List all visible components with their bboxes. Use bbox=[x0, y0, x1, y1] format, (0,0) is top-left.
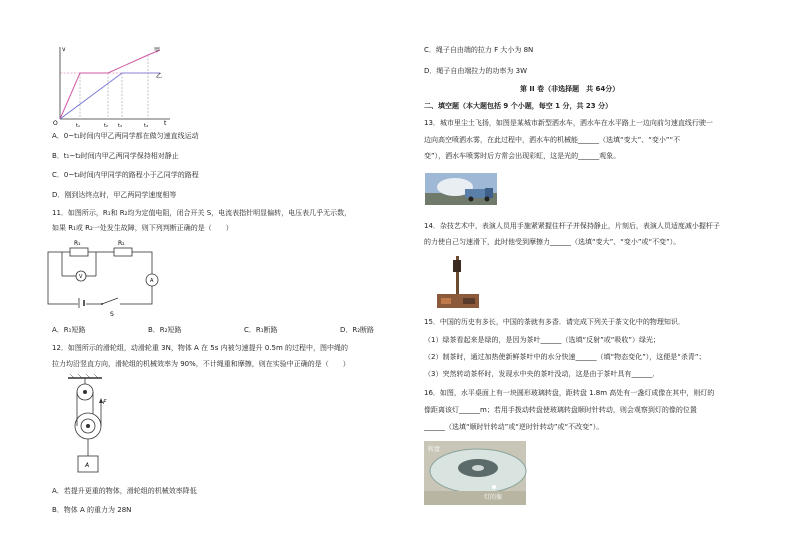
q13-line-1: 13．城市里尘土飞扬，如图是某城市新型洒水车，洒水车在水平路上一边向前匀速直线行驶一 bbox=[424, 119, 713, 127]
q13-line-3: 变”），洒水车喷雾时后方常会出现彩虹，这是光的______观象。 bbox=[424, 152, 621, 160]
q10-option-b: B．t₁~t₂时间内甲乙两同学保持相对静止 bbox=[52, 152, 179, 160]
q15-line-4: （3）突然转动茶杯时，发现水中央的茶叶没动，这是由于茶叶具有______． bbox=[424, 370, 660, 378]
graph-tick-2: t₂ bbox=[104, 123, 108, 129]
sprinkler-truck-photo bbox=[425, 173, 497, 205]
ammeter-label: A bbox=[150, 278, 154, 284]
circuit-r1-label: R₁ bbox=[74, 240, 81, 247]
graph-line-a: 甲 bbox=[154, 47, 161, 54]
q16-line-2: 像距离该灯______m；若用手拨动转盘使玻璃转盘顺时针转动，则会观察到灯的像的位置 bbox=[424, 406, 697, 414]
q12-line-1: 12．如图所示的滑轮组，动滑轮重 3N，物体 A 在 5s 内被匀速提升 0.5m 的过程中，图中绳的 bbox=[52, 344, 349, 352]
q15-line-3: （2）制茶时，通过加热使新鲜茶叶中的水分快速______（填“物态变化”），这便是“杀青”； bbox=[424, 353, 706, 361]
q11-line-2: 如果 R₁或 R₂一处发生故障，则下列判断正确的是（ ） bbox=[52, 224, 233, 232]
switch-label: S bbox=[110, 311, 114, 318]
graph-x-label: t bbox=[164, 120, 167, 127]
q11-option-a: A．R₁短路 bbox=[52, 326, 86, 334]
q12-option-d: D．绳子自由端拉力的功率为 3W bbox=[424, 67, 527, 75]
pulley-force-label: F bbox=[103, 399, 107, 406]
q10-option-d: D．刚到达终点时，甲乙两同学速度相等 bbox=[52, 191, 177, 199]
lamp-image-label: 灯的像 bbox=[484, 494, 503, 501]
q10-option-c: C．0~t₃时间内甲同学的路程小于乙同学的路程 bbox=[52, 171, 199, 179]
glass-turntable-photo bbox=[424, 441, 526, 505]
graph-tick-1: t₁ bbox=[76, 123, 80, 129]
q13-line-2: 边向高空喷洒水雾，在此过程中，洒水车的机械能______（选填“变大”、“变小”“不 bbox=[424, 136, 681, 144]
q11-option-d: D．R₂断路 bbox=[340, 326, 375, 334]
q16-line-1: 16．如图，水平桌面上有一块圆形玻璃转盘，距转盘 1.8m 高处有一盏灯成像在其中，则灯的 bbox=[424, 389, 715, 397]
voltmeter-label: V bbox=[79, 274, 83, 280]
section-title: 第 II 卷（非选择题 共 64分） bbox=[520, 85, 620, 93]
acrobat-pole-photo bbox=[437, 254, 479, 308]
q11-option-c: C．R₁断路 bbox=[244, 326, 278, 334]
q11-line-1: 11．如图所示，R₁和 R₂均为定值电阻，闭合开关 S，电流表指针明显偏转，电压表几乎无示数， bbox=[52, 209, 352, 217]
circuit-diagram bbox=[48, 236, 178, 316]
q10-option-a: A．0~t₁时间内甲乙两同学都在做匀速直线运动 bbox=[52, 132, 199, 140]
q15-line-1: 15．中国的历史有多长，中国的茶就有多香．请完成下列关于茶文化中的物理知识． bbox=[424, 318, 685, 326]
turntable-label: 转盘 bbox=[428, 446, 441, 453]
q12-line-2: 拉力均沿竖直方向，滑轮组的机械效率为 90%，不计绳重和摩擦，则在实验中正确的是（ ） bbox=[52, 360, 350, 368]
pulley-diagram bbox=[62, 374, 122, 484]
q12-option-a: A．若提升更重的物体，滑轮组的机械效率降低 bbox=[52, 487, 197, 495]
graph-line-b: 乙 bbox=[156, 73, 163, 80]
graph-tick-3: t₃ bbox=[118, 123, 122, 129]
q12-option-b: B．物体 A 的重力为 28N bbox=[52, 506, 132, 514]
q16-line-3: ______（选填“顺时针转动”或“逆时针转动”或“不改变”）。 bbox=[424, 423, 604, 431]
circuit-r2-label: R₂ bbox=[118, 240, 125, 247]
q14-line-2: 的力使自己匀速滑下，此时他受到摩擦力______（选填“变大”、“变小”或“不变”）。 bbox=[424, 238, 681, 246]
q11-option-b: B．R₂短路 bbox=[148, 326, 182, 334]
graph-origin: O bbox=[53, 120, 58, 127]
q14-line-1: 14．杂技艺术中，表演人员用手施紧紧握住杆子并保持静止，片刻后，表演人员适度减小握杆子 bbox=[424, 222, 720, 230]
graph-y-label: v bbox=[62, 46, 66, 53]
vt-graph bbox=[52, 45, 172, 129]
pulley-weight-label: A bbox=[85, 462, 90, 469]
graph-tick-4: t₄ bbox=[144, 123, 148, 129]
q12-option-c: C．绳子自由端的拉力 F 大小为 8N bbox=[424, 46, 534, 54]
q15-line-2: （1）绿茶看起来是绿的，是因为茶叶______（选填“反射”或“吸收”）绿光； bbox=[424, 336, 660, 344]
fill-in-title: 二、填空题（本大题包括 9 个小题，每空 1 分，共 23 分） bbox=[424, 102, 613, 110]
